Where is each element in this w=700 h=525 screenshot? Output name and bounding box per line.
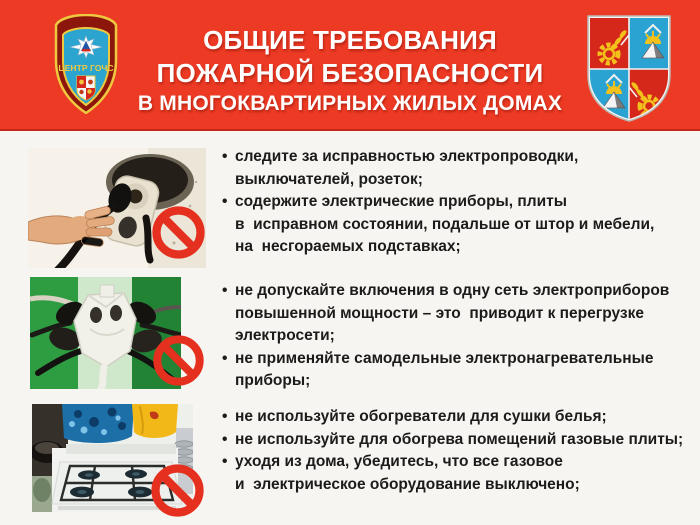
bullet-dot: •	[222, 282, 228, 299]
bullet-line: • не допускайте включения в одну сеть электроприборов	[222, 280, 684, 303]
bullet-line: приборы;	[235, 372, 311, 389]
prohibition-icon	[152, 334, 205, 387]
bullet-line: • содержите электрические приборы, плиты	[222, 191, 684, 214]
bullet-line: повышенной мощности – это приводит к перегрузке	[235, 304, 644, 322]
badge-center-text: ЦЕНТР ГОЧС	[58, 63, 114, 73]
badge-mini-arms-icon	[77, 76, 95, 100]
prohibition-icon	[151, 205, 206, 260]
prohibition-icon	[150, 463, 205, 518]
bullet-dot: •	[222, 349, 228, 367]
poster-title-line2: ПОЖАРНОЙ БЕЗОПАСНОСТИ	[156, 58, 544, 88]
rules-overload	[222, 280, 684, 393]
poster-title-line3: В МНОГОКВАРТИРНЫХ ЖИЛЫХ ДОМАХ	[137, 92, 563, 115]
bullet-line: в исправном состоянии, подальше от штор и мебели,	[235, 215, 655, 233]
bullet-dot: •	[222, 408, 228, 425]
poster-title-line1: ОБЩИЕ ТРЕБОВАНИЯ	[203, 25, 497, 55]
bullet-line: на несгораемых подставках;	[235, 238, 461, 255]
bullet-dot: •	[222, 193, 228, 210]
bullet-line: выключателей, розеток;	[235, 170, 423, 188]
drying-laundry-illustration	[62, 404, 178, 443]
poster-header	[0, 0, 700, 131]
rules-electrical	[222, 146, 684, 259]
bullet-dot: •	[222, 430, 228, 448]
gochs-center-badge-icon	[50, 14, 122, 114]
bullet-line: • уходя из дома, убедитесь, что все газовое	[222, 451, 684, 474]
bullet-line: электросети;	[235, 327, 335, 344]
bullet-dot: •	[222, 453, 228, 470]
rules-gas-heating	[222, 406, 684, 496]
bullet-line: • не применяйте самодельные электронагревательные	[222, 348, 684, 371]
bullet-line: и электрическое оборудование выключено;	[235, 475, 580, 493]
bullet-line: • следите за исправностью электропроводки,	[222, 146, 684, 169]
bullet-dot: •	[222, 148, 228, 165]
bullet-line: • не используйте для обогрева помещений газовые плиты;	[222, 429, 684, 452]
city-coat-of-arms-icon	[585, 13, 673, 123]
bullet-line: • не используйте обогреватели для сушки белья;	[222, 406, 684, 429]
